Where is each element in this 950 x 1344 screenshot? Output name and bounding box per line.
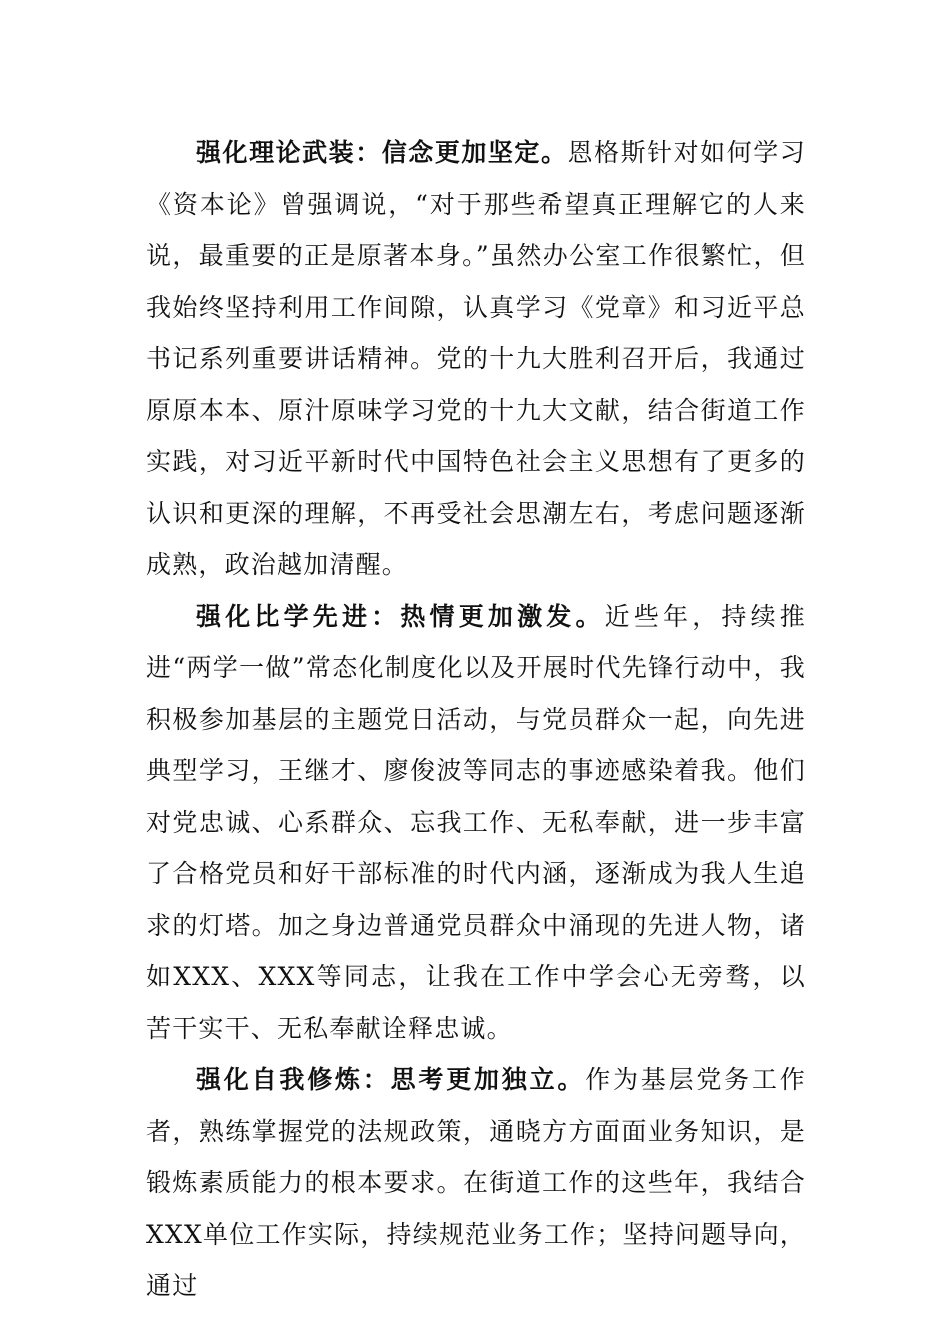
paragraph-learning: [146, 591, 806, 1055]
paragraph-heading: 强化自我修炼：思考更加独立。: [196, 1065, 586, 1094]
paragraph-text: 近些年，持续推进“两学一做”常态化制度化以及开展时代先锋行动中，我积极参加基层的主题党日活动，与党员群众一起，向先进典型学习，王继才、廖俊波等同志的事迹感染着我。他们对党忠诚、心系群众、忘我工作、无私奉献，进一步丰富了合格党员和好干部标准的时代内涵，逐渐成为我人生追求的灯塔。加之身边普通党员群众中涌现的先进人物，诸如XXX、XXX等同志，让我在工作中学会心无旁骛，以苦干实干、无私奉献诠释忠诚。: [146, 601, 806, 1043]
paragraph-heading: 强化比学先进：热情更加激发。: [196, 601, 605, 631]
paragraph-text: 恩格斯针对如何学习《资本论》曾强调说，“对于那些希望真正理解它的人来说，最重要的正是原著本身。”虽然办公室工作很繁忙，但我始终坚持利用工作间隙，认真学习《党章》和习近平总书记系列重要讲话精神。党的十九大胜利召开后，我通过原原本本、原汁原味学习党的十九大文献，结合街道工作实践，对习近平新时代中国特色社会主义思想有了更多的认识和更深的理解，不再受社会思潮左右，考虑问题逐渐成熟，政治越加清醒。: [146, 138, 806, 579]
paragraph-text: 作为基层党务工作者，熟练掌握党的法规政策，通晓方方面面业务知识，是锻炼素质能力的根本要求。在街道工作的这些年，我结合XXX单位工作实际，持续规范业务工作；坚持问题导向，通过: [146, 1065, 806, 1300]
paragraph-self-cultivation: [146, 1054, 806, 1312]
document-body: [146, 127, 806, 1312]
paragraph-heading: 强化理论武装：信念更加坚定。: [196, 138, 568, 167]
paragraph-theory: [146, 127, 806, 591]
